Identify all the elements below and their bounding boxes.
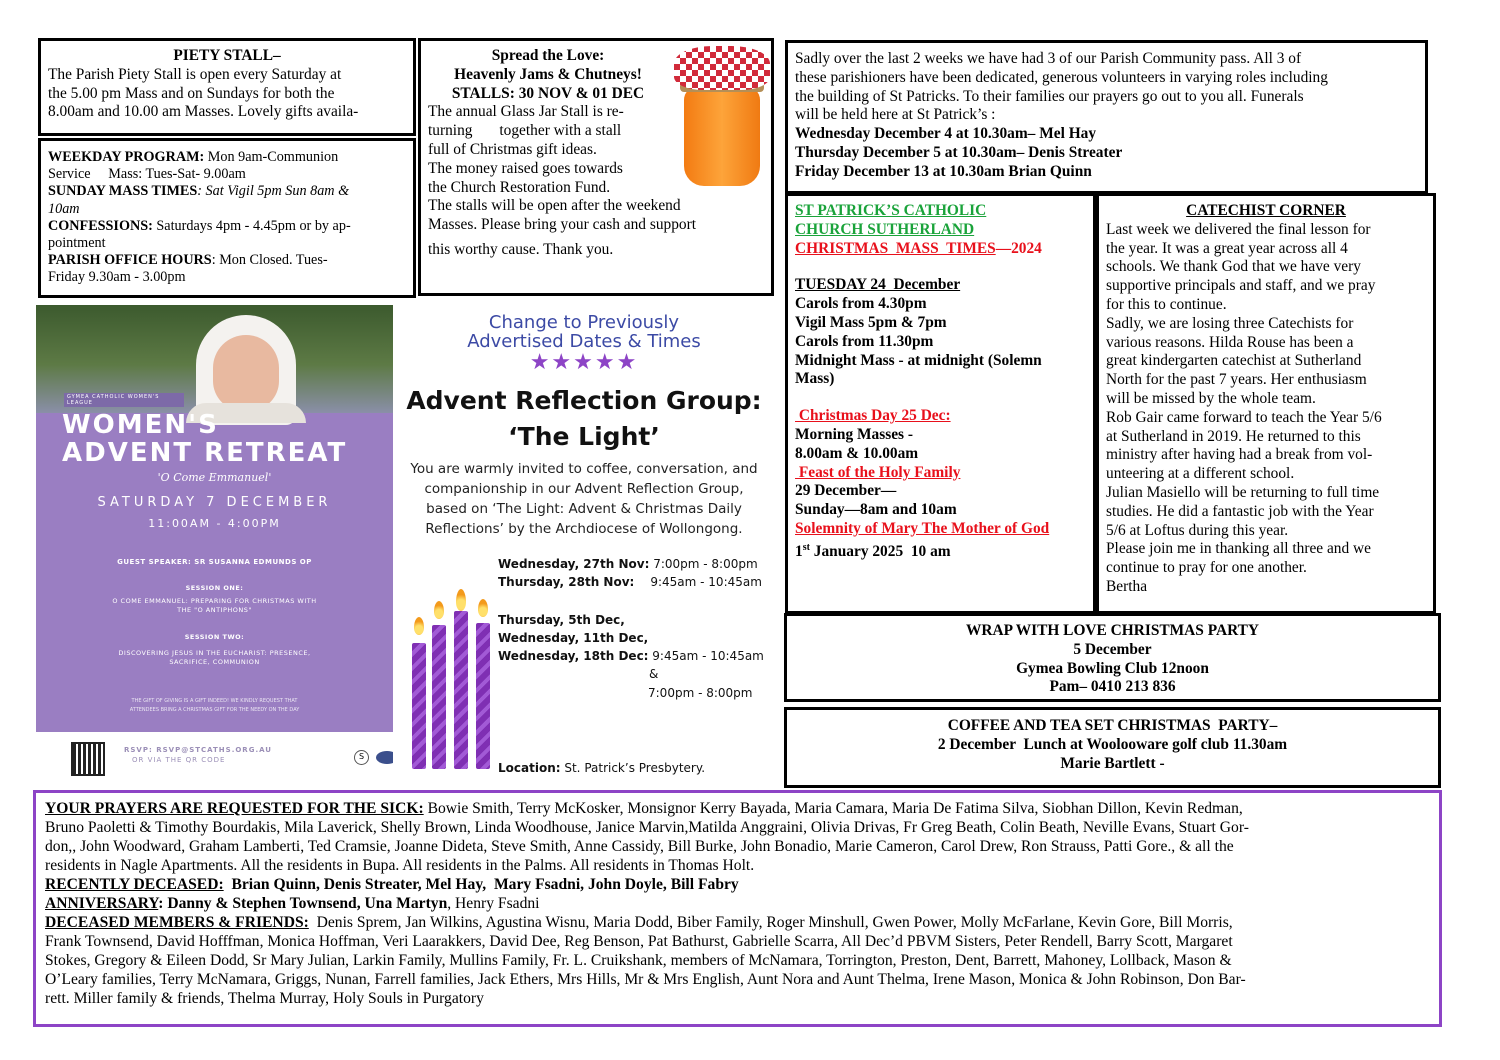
jams-title-1: Spread the Love: <box>491 47 605 64</box>
advent-date: Thursday, 5th Dec, <box>498 613 625 627</box>
change-notice: Change to Previously Advertised Dates & Times <box>467 312 701 352</box>
wrap-with-love-box <box>784 613 1441 702</box>
retreat-session-1-title: SESSION ONE: <box>185 584 244 592</box>
jam-jar-image <box>672 40 772 192</box>
piety-stall-title: PIETY STALL– <box>173 47 281 64</box>
advent-time: 7:00pm - 8:00pm <box>648 686 753 700</box>
catechist-text: Last week we delivered the final lesson for the year. It was a great year across all 4 schools. We thank God that we have very supportive principals and staff, and we pray for this to continue. Sadly, we are losing three Catechists for various reasons. Hilda Rouse has been a great kindergarten catechist at Sutherland North for the past 7 years. Her enthusiasm will be missed by the whole team. Rob Gair came forward to teach the Year 5/6 at Sutherland in 2019. He returned to this ministry after having had a break from vol- unteering at a different school. Julian Masiello will be returning to full time studies. He did a fantastic job with the Year 5/6 at Loftus during this year. Please join me in thanking all three and we continue to pray for one another. Bertha <box>1106 220 1382 595</box>
retreat-rsvp: RSVP: RSVP@STCATHS.ORG.AU OR VIA THE QR CODE <box>124 746 272 764</box>
advent-time: 7:00pm - 8:00pm <box>649 557 758 571</box>
advent-invite: You are warmly invited to coffee, conversation, and companionship in our Advent Reflection Group, based on ‘The Light: Advent & Christmas Daily Reflections’ by the Archdiocese of Wollongong. <box>410 461 758 537</box>
advent-date: Thursday, 28th Nov: <box>498 575 635 589</box>
funerals-box <box>785 40 1428 194</box>
christmas-year: —2024 <box>995 239 1042 257</box>
retreat-session-2-title: SESSION TWO: <box>184 633 245 641</box>
christmas-heading: CHRISTMAS MASS TIMES <box>795 239 996 257</box>
location-text: St. Patrick’s Presbytery. <box>560 761 706 775</box>
holy-family-line: 29 December— <box>795 482 897 500</box>
retreat-session-2-text: SACRIFICE, COMMUNION <box>169 658 260 666</box>
jams-line: The annual Glass Jar Stall is re- <box>428 103 624 121</box>
retreat-footer: THE GIFT OF GIVING IS A GIFT INDEED! WE KINDLY REQUEST THAT <box>131 698 298 704</box>
church-name-2: CHURCH SUTHERLAND <box>795 220 975 238</box>
retreat-subtitle: 'O Come Emmanuel' <box>157 471 272 484</box>
jams-stalls: STALLS: 30 NOV & 01 DEC <box>451 84 645 102</box>
retreat-title-1: WOMEN'S <box>62 410 219 440</box>
piety-stall-box <box>38 38 416 136</box>
funerals-line: these parishioners have been dedicated, generous volunteers in varying roles including <box>795 68 1328 86</box>
advent-reflection-flyer <box>398 313 770 779</box>
parish-logo-icon: S <box>354 750 369 765</box>
jams-line: full of Christmas gift ideas. <box>428 140 597 158</box>
parish-office-label: PARISH OFFICE HOURS <box>48 252 212 269</box>
funerals-line: Sadly over the last 2 weeks we have had 3 of our Parish Community pass. All 3 of <box>795 50 1302 67</box>
funerals-line: the building of St Patricks. To their families our prayers go out to you all. Funerals <box>795 87 1304 105</box>
advent-amp: & <box>649 667 659 681</box>
christmas-day-heading: Christmas Day 25 Dec: <box>795 407 951 425</box>
piety-line: The Parish Piety Stall is open every Saturday at <box>48 65 342 83</box>
retreat-date: SATURDAY 7 DECEMBER <box>97 495 332 510</box>
advent-time: 9:45am - 10:45am <box>650 575 762 589</box>
jams-line: Masses. Please bring your cash and support <box>428 216 697 234</box>
funeral-item: Wednesday December 4 at 10.30am– Mel Hay <box>795 125 1097 143</box>
solemnity-day: 1 <box>795 542 803 560</box>
coffee-line: COFFEE AND TEA SET CHRISTMAS PARTY– <box>947 717 1278 734</box>
sunday-mass-label: SUNDAY MASS TIMES <box>48 183 198 200</box>
christmas-day-line: 8.00am & 10.00am <box>795 444 919 462</box>
wrap-line: Gymea Bowling Club 12noon <box>1016 659 1209 677</box>
retreat-footer: ATTENDEES BRING A CHRISTMAS GIFT FOR THE NEEDY ON THE DAY <box>129 707 300 713</box>
tuesday-line: Carols from 4.30pm <box>795 295 927 313</box>
members-text: rett. Miller family & friends, Thelma Murray, Holy Souls in Purgatory <box>45 990 484 1007</box>
piety-line: 8.00am and 10.00 am Masses. Lovely gifts availa- <box>48 103 359 121</box>
advent-date: Wednesday, 27th Nov: <box>498 557 650 571</box>
jams-line: turning together with a stall <box>428 122 622 140</box>
members-text: Stokes, Gregory & Eileen Dodd, Sr Mary Julian, Larkin Family, Mullins Family, Fr. L. Cruikshank, members of McNamara, Torrington, Preston, Dent, Barrett, Mahoney, Lollback, Mason & <box>45 952 1232 969</box>
tuesday-line: Midnight Mass - at midnight (Solemn <box>795 351 1042 369</box>
jams-line: The stalls will be open after the weekend <box>428 197 681 215</box>
retreat-session-2-text: DISCOVERING JESUS IN THE EUCHARIST: PRESENCE, <box>118 649 311 657</box>
sick-text: don,, John Woodward, Graham Lamberti, Ted Cramsie, Joanne Dideta, Steve Smith, Anne Cassidy, Bill Burke, John Bonadio, Marie Cameron, Carol Drew, Ron Strauss, Patti Gore., & all the <box>45 838 1234 855</box>
advent-time: 9:45am - 10:45am <box>648 649 764 663</box>
womens-retreat-poster <box>36 305 393 777</box>
wrap-line: Pam– 0410 213 836 <box>1049 678 1176 696</box>
solemnity-sup: st <box>802 541 810 553</box>
confessions-text2: pointment <box>48 235 106 252</box>
piety-line: the 5.00 pm Mass and on Sundays for both the <box>48 84 335 102</box>
funeral-item: Thursday December 5 at 10.30am– Denis Streater <box>795 143 1123 161</box>
deceased-text: Brian Quinn, Denis Streater, Mel Hay, Mary Fsadni, John Doyle, Bill Fabry <box>223 876 739 893</box>
wrap-line: WRAP WITH LOVE CHRISTMAS PARTY <box>965 622 1260 639</box>
league-logo-icon <box>376 751 393 764</box>
solemnity-rest: January 2025 10 am <box>809 542 951 560</box>
members-text: O’Leary families, Terry McNamara, Griggs, Nunan, Farrell families, Jack Ethers, Mrs Hills, Mr & Mrs English, Aunt Nora and Aunt Thelma, Irene Mason, Monica & John Robinson, Don Bar- <box>45 971 1246 988</box>
retreat-session-1-text: THE "O ANTIPHONS" <box>177 606 252 614</box>
sick-text: Bruno Paoletti & Timothy Bourdakis, Mila Laverick, Shelly Brown, Linda Woodhouse, Janice Marvin,Matilda Anggraini, Olivia Drivas, Fr Greg Beath, Colin Beath, Neville Evans, Stuart Gor- <box>45 819 1249 836</box>
members-text: Denis Sprem, Jan Wilkins, Agustina Wisnu, Maria Dodd, Biber Family, Roger Minshull, Gwen Power, Molly McFarlane, Kevin Gore, Bill Morris, <box>308 914 1233 931</box>
sick-label: YOUR PRAYERS ARE REQUESTED FOR THE SICK: <box>45 800 424 817</box>
sick-text: residents in Nagle Apartments. All the residents in Bupa. All residents in the Palms. All residents in Thomas Holt. <box>45 857 755 874</box>
advent-candles-icon <box>410 597 490 769</box>
tuesday-line: Vigil Mass 5pm & 7pm <box>795 313 947 331</box>
qr-code-icon[interactable] <box>71 742 105 776</box>
funeral-item: Friday December 13 at 10.30am Brian Quinn <box>795 162 1092 180</box>
jams-line: the Church Restoration Fund. <box>428 178 611 196</box>
deceased-label: RECENTLY DECEASED: <box>45 876 224 893</box>
advent-date: Wednesday, 18th Dec: <box>498 649 649 663</box>
advent-date: Wednesday, 11th Dec, <box>498 631 649 645</box>
coffee-line: 2 December Lunch at Woolooware golf club 11.30am <box>937 735 1288 753</box>
retreat-session-1-text: O COME EMMANUEL: PREPARING FOR CHRISTMAS WITH <box>112 597 317 605</box>
anniversary-rest: , Henry Fsadni <box>447 895 540 912</box>
weekday-program-text2: Service Mass: Tues-Sat- 9.00am <box>48 166 246 183</box>
weekday-program-label: WEEKDAY PROGRAM: <box>48 149 205 165</box>
holy-family-line: Sunday—8am and 10am <box>795 501 957 519</box>
coffee-tea-box <box>784 707 1441 788</box>
catechist-title: CATECHIST CORNER <box>1186 202 1346 219</box>
christmas-day-line: Morning Masses - <box>795 425 913 443</box>
weekday-program-box <box>38 138 416 298</box>
members-label: DECEASED MEMBERS & FRIENDS: <box>45 914 309 931</box>
jams-line: this worthy cause. Thank you. <box>428 240 614 258</box>
sick-text: Bowie Smith, Terry McKosker, Monsignor Kerry Bayada, Maria Camara, Maria De Fatima Silva, Siobhan Dillon, Kevin Redman, <box>423 800 1243 817</box>
prayers-box <box>33 790 1442 1027</box>
coffee-line: Marie Bartlett - <box>1060 754 1165 772</box>
advent-title: Advent Reflection Group: ‘The Light’ <box>406 386 762 451</box>
catechist-box <box>1096 193 1436 614</box>
confessions-label: CONFESSIONS: <box>48 217 153 234</box>
jams-title-2: Heavenly Jams & Chutneys! <box>454 65 642 83</box>
tuesday-line: Carols from 11.30pm <box>795 332 934 350</box>
confessions-text: Saturdays 4pm - 4.45pm or by ap- <box>152 217 351 234</box>
christmas-mass-box <box>785 193 1096 614</box>
retreat-league: GYMEA CATHOLIC WOMEN'S LEAGUE <box>64 393 184 407</box>
sunday-mass-text: : Sat Vigil 5pm Sun 8am & <box>197 183 350 200</box>
stars-icon: ★★★★★ <box>529 350 639 375</box>
members-text: Frank Townsend, David Hofffman, Monica Hoffman, Veri Laarakkers, David Dee, Reg Benson, Pat Bathurst, Gabrielle Scarra, All Dec’d PBVM Sisters, Peter Rendell, Barry Scott, Margaret <box>45 933 1233 950</box>
tuesday-line: Mass) <box>795 370 835 388</box>
sunday-mass-text2: 10am <box>48 200 80 217</box>
retreat-speaker: GUEST SPEAKER: SR SUSANNA EDMUNDS OP <box>117 558 312 566</box>
retreat-title-2: ADVENT RETREAT <box>62 438 348 468</box>
church-name-1: ST PATRICK’S CATHOLIC <box>795 202 987 219</box>
weekday-program-text: Mon 9am-Communion <box>204 149 339 165</box>
funerals-line: will be held here at St Patrick’s : <box>795 106 996 124</box>
wrap-line: 5 December <box>1073 640 1152 658</box>
parish-office-text2: Friday 9.30am - 3.00pm <box>48 269 186 286</box>
tuesday-heading: TUESDAY 24 December <box>795 276 961 294</box>
location-label: Location: <box>498 761 561 775</box>
parish-office-text: : Mon Closed. Tues- <box>211 252 328 269</box>
anniversary-label: ANNIVERSARY <box>45 895 159 912</box>
holy-family-heading: Feast of the Holy Family <box>795 463 961 481</box>
anniversary-text: : Danny & Stephen Townsend, Una Martyn <box>158 895 448 912</box>
retreat-time: 11:00AM - 4:00PM <box>148 517 281 530</box>
jams-line: The money raised goes towards <box>428 159 623 177</box>
solemnity-heading: Solemnity of Mary The Mother of God <box>795 519 1050 537</box>
